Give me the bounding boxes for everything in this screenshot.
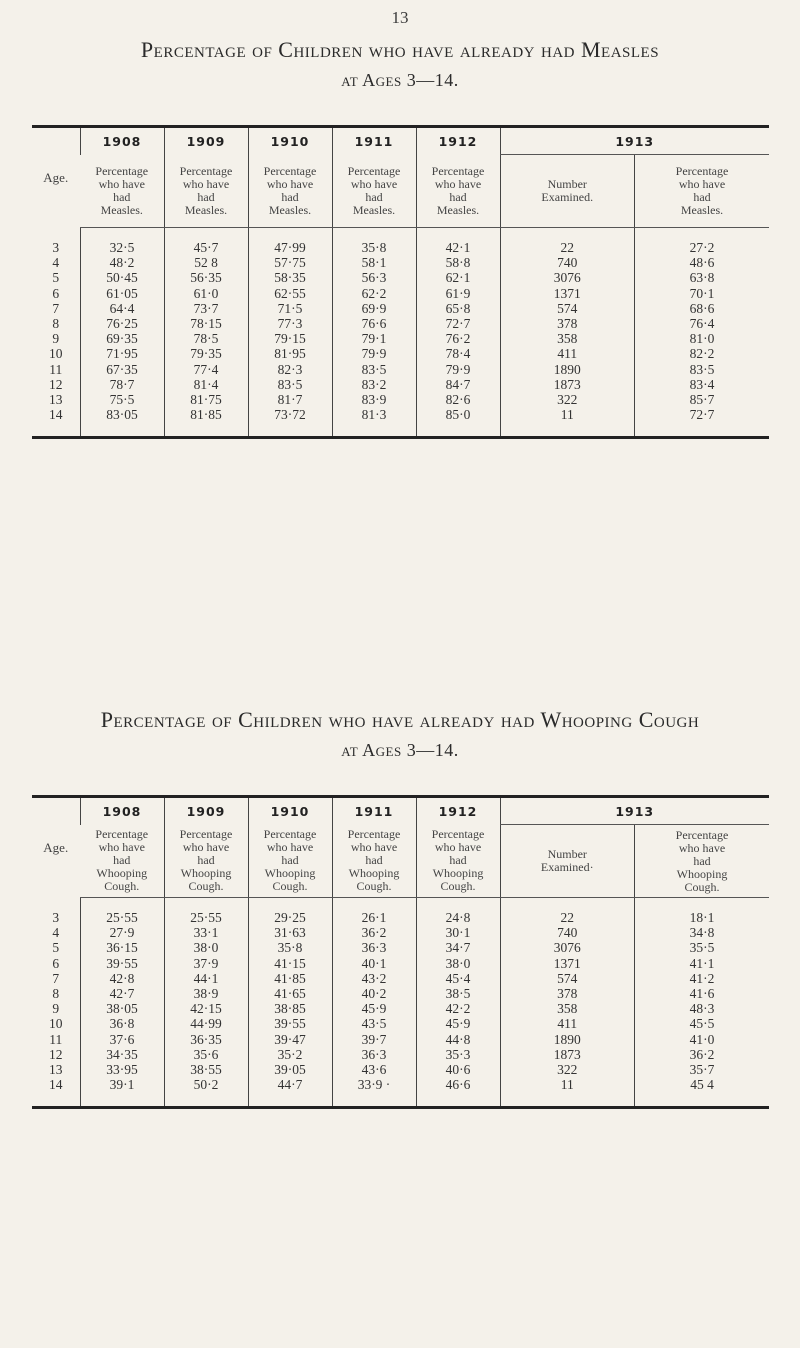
value-cell: 39·55 xyxy=(248,1016,332,1031)
value-cell: 358 xyxy=(500,331,635,346)
value-cell: 35·8 xyxy=(248,940,332,955)
value-cell: 35·8 xyxy=(332,240,416,255)
column-label: Percentage who have had Whooping Cough. xyxy=(635,825,770,898)
value-cell: 1873 xyxy=(500,377,635,392)
value-cell: 81·3 xyxy=(332,407,416,422)
value-cell: 71·95 xyxy=(80,346,164,361)
value-cell: 72·7 xyxy=(635,407,770,422)
value-cell: 26·1 xyxy=(332,910,416,925)
value-cell: 1371 xyxy=(500,956,635,971)
value-cell: 574 xyxy=(500,301,635,316)
value-cell: 42·15 xyxy=(164,1001,248,1016)
value-cell: 81·4 xyxy=(164,377,248,392)
year-header-1910: 1910 xyxy=(248,797,332,825)
spacer-cell xyxy=(332,228,416,241)
value-cell: 46·6 xyxy=(416,1077,500,1092)
table-row xyxy=(32,270,769,285)
value-cell: 65·8 xyxy=(416,301,500,316)
value-cell: 64·4 xyxy=(80,301,164,316)
value-cell: 69·35 xyxy=(80,331,164,346)
value-cell: 50·2 xyxy=(164,1077,248,1092)
spacer-cell xyxy=(32,898,80,911)
value-cell: 30·1 xyxy=(416,925,500,940)
value-cell: 39·05 xyxy=(248,1062,332,1077)
value-cell: 57·75 xyxy=(248,255,332,270)
value-cell: 36·2 xyxy=(635,1047,770,1062)
page-number: 13 xyxy=(391,8,409,27)
spacer-cell xyxy=(32,422,80,438)
value-cell: 378 xyxy=(500,316,635,331)
value-cell: 34·8 xyxy=(635,925,770,940)
measles-column-label-row xyxy=(32,155,769,228)
whooping-cough-title-line1: Percentage of Children who have already had Whooping Cough xyxy=(100,707,700,732)
value-cell: 42·8 xyxy=(80,971,164,986)
table-row xyxy=(32,940,769,955)
value-cell: 25·55 xyxy=(164,910,248,925)
value-cell: 79·9 xyxy=(332,346,416,361)
value-cell: 58·1 xyxy=(332,255,416,270)
value-cell: 78·15 xyxy=(164,316,248,331)
spacer-cell xyxy=(80,422,164,438)
value-cell: 42·2 xyxy=(416,1001,500,1016)
value-cell: 574 xyxy=(500,971,635,986)
whooping-cough-table-body xyxy=(32,898,769,1108)
age-cell: 9 xyxy=(52,331,60,347)
value-cell: 73·72 xyxy=(248,407,332,422)
value-cell: 75·5 xyxy=(80,392,164,407)
measles-table-body xyxy=(32,228,769,438)
value-cell: 411 xyxy=(500,346,635,361)
age-cell: 13 xyxy=(49,391,63,407)
value-cell: 38·0 xyxy=(416,956,500,971)
value-cell: 40·6 xyxy=(416,1062,500,1077)
value-cell: 48·3 xyxy=(635,1001,770,1016)
value-cell: 18·1 xyxy=(635,910,770,925)
value-cell: 37·6 xyxy=(80,1032,164,1047)
value-cell: 45 4 xyxy=(635,1077,770,1092)
table-row xyxy=(32,346,769,361)
spacer-cell xyxy=(32,228,80,241)
column-label: Percentage who have had Measles. xyxy=(164,155,248,228)
year-header-1908: 1908 xyxy=(80,127,164,155)
value-cell: 76·2 xyxy=(416,331,500,346)
value-cell: 22 xyxy=(500,910,635,925)
value-cell: 322 xyxy=(500,392,635,407)
value-cell: 35·7 xyxy=(635,1062,770,1077)
column-label-number-examined: Number Examined. xyxy=(500,155,635,228)
value-cell: 3076 xyxy=(500,270,635,285)
value-cell: 83·4 xyxy=(635,377,770,392)
spacer-cell xyxy=(500,422,635,438)
table-row xyxy=(32,1001,769,1016)
value-cell: 83·5 xyxy=(248,377,332,392)
year-header-1911: 1911 xyxy=(332,127,416,155)
value-cell: 48·6 xyxy=(635,255,770,270)
value-cell: 41·1 xyxy=(635,956,770,971)
value-cell: 48·2 xyxy=(80,255,164,270)
column-label: Percentage who have had Whooping Cough. xyxy=(248,825,332,898)
value-cell: 45·9 xyxy=(332,1001,416,1016)
value-cell: 61·05 xyxy=(80,286,164,301)
value-cell: 11 xyxy=(500,1077,635,1092)
spacer-cell xyxy=(248,1092,332,1108)
value-cell: 38·85 xyxy=(248,1001,332,1016)
value-cell: 83·5 xyxy=(635,362,770,377)
value-cell: 58·8 xyxy=(416,255,500,270)
whooping-cough-column-label-row xyxy=(32,825,769,898)
value-cell: 85·7 xyxy=(635,392,770,407)
spacer-cell xyxy=(248,898,332,911)
spacer-cell xyxy=(500,1092,635,1108)
value-cell: 69·9 xyxy=(332,301,416,316)
value-cell: 1890 xyxy=(500,1032,635,1047)
value-cell: 56·3 xyxy=(332,270,416,285)
value-cell: 35·6 xyxy=(164,1047,248,1062)
value-cell: 38·0 xyxy=(164,940,248,955)
value-cell: 27·2 xyxy=(635,240,770,255)
spacer-cell xyxy=(500,228,635,241)
table-row xyxy=(32,1032,769,1047)
value-cell: 11 xyxy=(500,407,635,422)
value-cell: 81·95 xyxy=(248,346,332,361)
age-cell: 6 xyxy=(52,955,60,971)
whooping-cough-title-line2: at Ages 3—14. xyxy=(341,740,459,760)
whooping-cough-year-header-row xyxy=(32,797,769,825)
value-cell: 40·2 xyxy=(332,986,416,1001)
column-label: Percentage who have had Whooping Cough. xyxy=(80,825,164,898)
age-cell: 11 xyxy=(49,361,63,377)
table-spacer-row xyxy=(32,422,769,438)
table-row xyxy=(32,377,769,392)
year-header-1913: 1913 xyxy=(500,797,769,825)
measles-table xyxy=(32,125,769,439)
value-cell: 1371 xyxy=(500,286,635,301)
value-cell: 83·5 xyxy=(332,362,416,377)
age-cell: 12 xyxy=(49,376,63,392)
value-cell: 27·9 xyxy=(80,925,164,940)
column-label: Percentage who have had Measles. xyxy=(635,155,770,228)
age-cell: 3 xyxy=(52,910,60,926)
value-cell: 322 xyxy=(500,1062,635,1077)
table-row xyxy=(32,286,769,301)
value-cell: 35·2 xyxy=(248,1047,332,1062)
age-cell: 7 xyxy=(52,300,60,316)
value-cell: 44·99 xyxy=(164,1016,248,1031)
value-cell: 1873 xyxy=(500,1047,635,1062)
age-cell: 8 xyxy=(52,986,60,1002)
value-cell: 358 xyxy=(500,1001,635,1016)
value-cell: 36·3 xyxy=(332,1047,416,1062)
value-cell: 42·1 xyxy=(416,240,500,255)
spacer-cell xyxy=(416,898,500,911)
value-cell: 79·9 xyxy=(416,362,500,377)
year-header-1910: 1910 xyxy=(248,127,332,155)
value-cell: 82·6 xyxy=(416,392,500,407)
value-cell: 72·7 xyxy=(416,316,500,331)
table-row xyxy=(32,1016,769,1031)
value-cell: 740 xyxy=(500,925,635,940)
spacer-cell xyxy=(164,228,248,241)
age-cell: 7 xyxy=(52,970,60,986)
value-cell: 50·45 xyxy=(80,270,164,285)
age-cell: 4 xyxy=(52,255,60,271)
value-cell: 78·7 xyxy=(80,377,164,392)
column-label: Percentage who have had Measles. xyxy=(416,155,500,228)
spacer-cell xyxy=(164,422,248,438)
year-header-1913: 1913 xyxy=(500,127,769,155)
table-row xyxy=(32,240,769,255)
column-label: Percentage who have had Whooping Cough. xyxy=(416,825,500,898)
table-row xyxy=(32,956,769,971)
value-cell: 45·4 xyxy=(416,971,500,986)
value-cell: 3076 xyxy=(500,940,635,955)
value-cell: 25·55 xyxy=(80,910,164,925)
spacer-cell xyxy=(500,898,635,911)
age-cell: 10 xyxy=(49,346,63,362)
spacer-cell xyxy=(164,898,248,911)
table-row xyxy=(32,407,769,422)
year-header-1911: 1911 xyxy=(332,797,416,825)
column-label: Percentage who have had Measles. xyxy=(248,155,332,228)
age-cell: 4 xyxy=(52,925,60,941)
value-cell: 44·7 xyxy=(248,1077,332,1092)
value-cell: 81·7 xyxy=(248,392,332,407)
value-cell: 83·9 xyxy=(332,392,416,407)
value-cell: 36·2 xyxy=(332,925,416,940)
age-cell: 8 xyxy=(52,316,60,332)
value-cell: 740 xyxy=(500,255,635,270)
whooping-cough-table xyxy=(32,795,769,1109)
value-cell: 62·1 xyxy=(416,270,500,285)
spacer-cell xyxy=(32,1092,80,1108)
spacer-cell xyxy=(80,228,164,241)
value-cell: 43·5 xyxy=(332,1016,416,1031)
value-cell: 41·15 xyxy=(248,956,332,971)
measles-year-header-row xyxy=(32,127,769,155)
value-cell: 32·5 xyxy=(80,240,164,255)
value-cell: 41·0 xyxy=(635,1032,770,1047)
spacer-cell xyxy=(80,898,164,911)
value-cell: 83·2 xyxy=(332,377,416,392)
value-cell: 61·9 xyxy=(416,286,500,301)
value-cell: 78·4 xyxy=(416,346,500,361)
value-cell: 79·15 xyxy=(248,331,332,346)
value-cell: 44·1 xyxy=(164,971,248,986)
value-cell: 39·55 xyxy=(80,956,164,971)
year-header-1912: 1912 xyxy=(416,797,500,825)
value-cell: 82·3 xyxy=(248,362,332,377)
value-cell: 41·6 xyxy=(635,986,770,1001)
whooping-cough-title xyxy=(0,706,800,764)
measles-title-line1: Percentage of Children who have already had Measles xyxy=(140,37,660,62)
age-cell: 13 xyxy=(49,1061,63,1077)
spacer-cell xyxy=(635,1092,770,1108)
value-cell: 1890 xyxy=(500,362,635,377)
table-row xyxy=(32,362,769,377)
value-cell: 38·5 xyxy=(416,986,500,1001)
spacer-cell xyxy=(635,898,770,911)
value-cell: 36·35 xyxy=(164,1032,248,1047)
value-cell: 76·25 xyxy=(80,316,164,331)
value-cell: 43·6 xyxy=(332,1062,416,1077)
value-cell: 35·3 xyxy=(416,1047,500,1062)
spacer-cell xyxy=(332,422,416,438)
column-label-number-examined: Number Examined· xyxy=(500,825,635,898)
table-row xyxy=(32,925,769,940)
value-cell: 38·55 xyxy=(164,1062,248,1077)
value-cell: 58·35 xyxy=(248,270,332,285)
spacer-cell xyxy=(164,1092,248,1108)
spacer-cell xyxy=(332,1092,416,1108)
age-cell: 14 xyxy=(49,1077,63,1093)
table-spacer-row xyxy=(32,1092,769,1108)
value-cell: 81·0 xyxy=(635,331,770,346)
value-cell: 78·5 xyxy=(164,331,248,346)
year-header-1909: 1909 xyxy=(164,797,248,825)
value-cell: 22 xyxy=(500,240,635,255)
value-cell: 42·7 xyxy=(80,986,164,1001)
value-cell: 62·55 xyxy=(248,286,332,301)
value-cell: 79·35 xyxy=(164,346,248,361)
value-cell: 37·9 xyxy=(164,956,248,971)
spacer-cell xyxy=(80,1092,164,1108)
table-row xyxy=(32,392,769,407)
value-cell: 39·7 xyxy=(332,1032,416,1047)
value-cell: 378 xyxy=(500,986,635,1001)
value-cell: 82·2 xyxy=(635,346,770,361)
spacer-cell xyxy=(332,898,416,911)
spacer-cell xyxy=(248,228,332,241)
column-label: Percentage who have had Whooping Cough. xyxy=(332,825,416,898)
column-label: Percentage who have had Whooping Cough. xyxy=(164,825,248,898)
value-cell: 56·35 xyxy=(164,270,248,285)
age-column-header: Age. xyxy=(43,839,69,855)
spacer-cell xyxy=(416,1092,500,1108)
spacer-cell xyxy=(416,422,500,438)
value-cell: 61·0 xyxy=(164,286,248,301)
column-label: Percentage who have had Measles. xyxy=(80,155,164,228)
value-cell: 34·35 xyxy=(80,1047,164,1062)
age-cell: 14 xyxy=(49,407,63,423)
year-header-1908: 1908 xyxy=(80,797,164,825)
spacer-cell xyxy=(248,422,332,438)
value-cell: 76·4 xyxy=(635,316,770,331)
age-cell: 9 xyxy=(52,1001,60,1017)
age-cell: 5 xyxy=(52,270,60,286)
value-cell: 62·2 xyxy=(332,286,416,301)
value-cell: 36·15 xyxy=(80,940,164,955)
value-cell: 79·1 xyxy=(332,331,416,346)
table-row xyxy=(32,255,769,270)
value-cell: 40·1 xyxy=(332,956,416,971)
value-cell: 411 xyxy=(500,1016,635,1031)
table-row xyxy=(32,1062,769,1077)
value-cell: 47·99 xyxy=(248,240,332,255)
value-cell: 77·4 xyxy=(164,362,248,377)
value-cell: 76·6 xyxy=(332,316,416,331)
value-cell: 63·8 xyxy=(635,270,770,285)
table-row xyxy=(32,1047,769,1062)
age-cell: 6 xyxy=(52,285,60,301)
table-row xyxy=(32,301,769,316)
value-cell: 84·7 xyxy=(416,377,500,392)
table-row xyxy=(32,1077,769,1092)
year-header-1909: 1909 xyxy=(164,127,248,155)
value-cell: 73·7 xyxy=(164,301,248,316)
value-cell: 81·75 xyxy=(164,392,248,407)
column-label: Percentage who have had Measles. xyxy=(332,155,416,228)
table-row xyxy=(32,331,769,346)
value-cell: 34·7 xyxy=(416,940,500,955)
table-spacer-row xyxy=(32,228,769,241)
value-cell: 29·25 xyxy=(248,910,332,925)
value-cell: 52 8 xyxy=(164,255,248,270)
measles-title-line2: at Ages 3—14. xyxy=(341,70,459,90)
age-cell: 5 xyxy=(52,940,60,956)
value-cell: 36·8 xyxy=(80,1016,164,1031)
value-cell: 33·9 · xyxy=(332,1077,416,1092)
value-cell: 38·9 xyxy=(164,986,248,1001)
value-cell: 33·95 xyxy=(80,1062,164,1077)
value-cell: 45·9 xyxy=(416,1016,500,1031)
value-cell: 41·85 xyxy=(248,971,332,986)
value-cell: 70·1 xyxy=(635,286,770,301)
age-cell: 10 xyxy=(49,1016,63,1032)
age-cell: 12 xyxy=(49,1046,63,1062)
value-cell: 83·05 xyxy=(80,407,164,422)
value-cell: 35·5 xyxy=(635,940,770,955)
value-cell: 77·3 xyxy=(248,316,332,331)
value-cell: 41·2 xyxy=(635,971,770,986)
age-cell: 11 xyxy=(49,1031,63,1047)
table-spacer-row xyxy=(32,898,769,911)
measles-title xyxy=(0,36,800,94)
value-cell: 71·5 xyxy=(248,301,332,316)
value-cell: 44·8 xyxy=(416,1032,500,1047)
value-cell: 67·35 xyxy=(80,362,164,377)
spacer-cell xyxy=(635,228,770,241)
value-cell: 38·05 xyxy=(80,1001,164,1016)
table-row xyxy=(32,971,769,986)
spacer-cell xyxy=(416,228,500,241)
year-header-1912: 1912 xyxy=(416,127,500,155)
value-cell: 43·2 xyxy=(332,971,416,986)
value-cell: 24·8 xyxy=(416,910,500,925)
age-column-header: Age. xyxy=(43,169,69,185)
value-cell: 33·1 xyxy=(164,925,248,940)
value-cell: 31·63 xyxy=(248,925,332,940)
value-cell: 36·3 xyxy=(332,940,416,955)
value-cell: 39·1 xyxy=(80,1077,164,1092)
value-cell: 85·0 xyxy=(416,407,500,422)
value-cell: 45·7 xyxy=(164,240,248,255)
value-cell: 39·47 xyxy=(248,1032,332,1047)
age-cell: 3 xyxy=(52,240,60,256)
spacer-cell xyxy=(635,422,770,438)
value-cell: 41·65 xyxy=(248,986,332,1001)
table-row xyxy=(32,986,769,1001)
value-cell: 68·6 xyxy=(635,301,770,316)
value-cell: 45·5 xyxy=(635,1016,770,1031)
table-row xyxy=(32,910,769,925)
table-row xyxy=(32,316,769,331)
value-cell: 81·85 xyxy=(164,407,248,422)
